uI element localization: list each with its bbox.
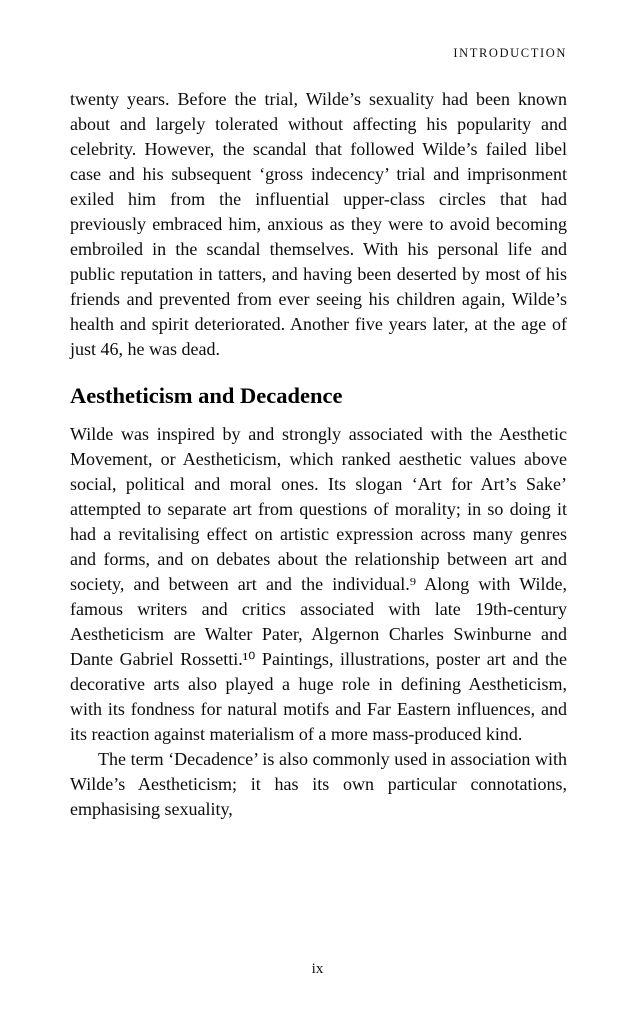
running-header: INTRODUCTION (453, 46, 567, 60)
paragraph: The term ‘Decadence’ is also commonly used in association with Wilde’s Aestheticism; it has its own particular connotations, emphasising sexuality, (70, 749, 567, 819)
section-heading: Aestheticism and Decadence (70, 383, 343, 408)
page-footer (0, 958, 635, 978)
paragraph: Wilde was inspired by and strongly associated with the Aesthetic Movement, or Aestheticism, which ranked aesthetic values above social, political and moral ones. Its slogan ‘Art for Art’s Sake’ attempted to separate art from questions of morality; in so doing it had a revitalising effect on artistic expression across many genres and forms, and on debates about the relationship between art and society, and between art and the individual.⁹ Along with Wilde, famous writers and critics associated with late 19th-century Aestheticism are Walter Pater, Algernon Charles Swinburne and Dante Gabriel Rossetti.¹⁰ Paintings, illustrations, poster art and the decorative arts also played a huge role in defining Aestheticism, with its fondness for natural motifs and Far Eastern influences, and its reaction against materialism of a more mass-produced kind. (70, 424, 567, 744)
page-body (70, 87, 567, 822)
paragraph: twenty years. Before the trial, Wilde’s sexuality had been known about and largely tolerated without affecting his popularity and celebrity. However, the scandal that followed Wilde’s failed libel case and his subsequent ‘gross indecency’ trial and imprisonment exiled him from the influential upper-class circles that had previously embraced him, anxious as they were to avoid becoming embroiled in the scandal themselves. With his personal life and public reputation in tatters, and having been deserted by most of his friends and prevented from ever seeing his children again, Wilde’s health and spirit deteriorated. Another five years later, at the age of just 46, he was dead. (70, 89, 567, 359)
page-number: ix (311, 961, 324, 977)
